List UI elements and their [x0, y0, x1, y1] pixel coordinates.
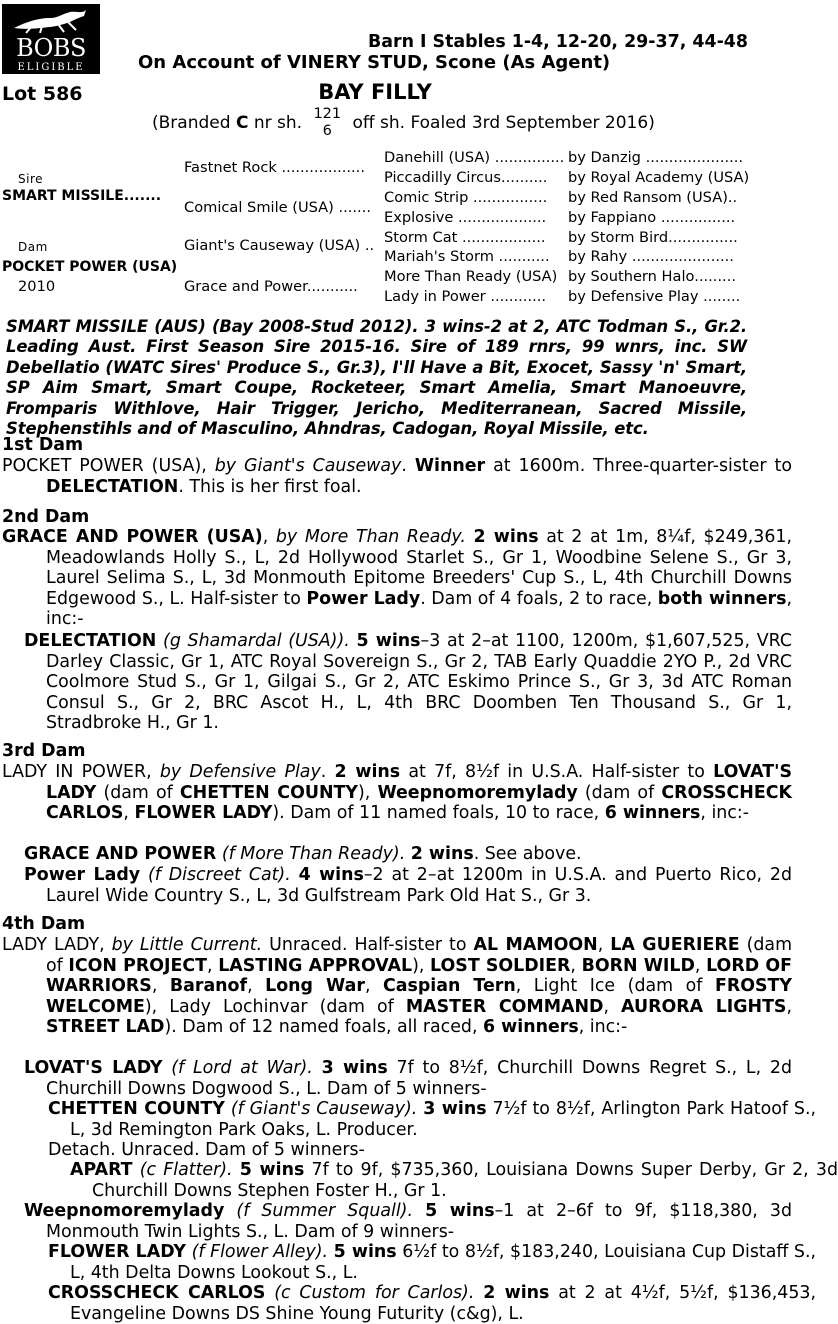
dam-sire: Giant's Causeway (USA) ..: [184, 237, 375, 254]
lot-number: Lot 586: [2, 83, 83, 105]
chetten-county-entry: CHETTEN COUNTY (f Giant's Causeway). 3 wins 7½f to 8½f, Arlington Park Hatoof S., L, 3d Remington Park Oaks, L. Producer.: [48, 1099, 816, 1140]
foaling-year: 2010: [18, 278, 56, 295]
gen3-2: Piccadilly Circus..........: [384, 169, 548, 186]
horse-sex-colour: BAY FILLY: [318, 80, 432, 104]
sire-summary: SMART MISSILE (AUS) (Bay 2008-Stud 2012). 3 wins-2 at 2, ATC Todman S., Gr.2. Leading Aust. First Season Sire 2015-16. Sire of 189 rnrs, 99 wnrs, inc. SW Debellatio (WATC Sires' Produce S., Gr.3), I'll Have a Bit, Exocet, Sassy 'n' Smart, SP Aim Smart, Smart Coupe, Rocketeer, Smart Amelia, Smart Manoeuvre, Fromparis Withlove, Hair Trigger, Jericho, Mediterranean, Sacred Missile, Stephenstihls and of Masculino, Ahndras, Cadogan, Royal Missile, etc.: [6, 317, 747, 439]
logo-sub: ELIGIBLE: [17, 62, 85, 73]
sire-name: SMART MISSILE.......: [2, 188, 162, 204]
horse-icon: [12, 8, 90, 34]
crosscheck-carlos-entry: CROSSCHECK CARLOS (c Custom for Carlos). 2 wins at 2 at 4½f, 5½f, $136,453, Evangeline Downs DS Shine Young Futurity (c&g), L.: [48, 1283, 816, 1324]
sire-sire: Fastnet Rock ..................: [184, 159, 365, 176]
gen4-8: by Defensive Play ........: [568, 288, 741, 305]
detach-entry: Detach. Unraced. Dam of 5 winners-: [48, 1140, 365, 1160]
brand-mark: C: [235, 113, 249, 133]
first-dam-heading: 1st Dam: [2, 435, 84, 455]
gen4-6: by Rahy ......................: [568, 248, 734, 265]
third-dam-progeny-2: Power Lady (f Discreet Cat). 4 wins–2 at 2–at 1200m in U.S.A. and Puerto Rico, 2d Laurel Wide Country S., L, 3d Gulfstream Park Old Hat S., Gr 3.: [24, 865, 792, 906]
second-dam-heading: 2nd Dam: [2, 507, 90, 527]
brand-den: 6: [322, 123, 332, 139]
second-dam-progeny: DELECTATION (g Shamardal (USA)). 5 wins–3 at 2–at 1100, 1200m, $1,607,525, VRC Darley Classic, Gr 1, ATC Royal Sovereign S., Gr 2, TAB Early Quaddie 2YO P., 2d VRC Coolmore Stud S., Gr 1, Gilgai S., Gr 2, ATC Eskimo Prince S., Gr 3, 3d ATC Roman Consul S., Gr 2, BRC Ascot H., L, 4th BRC Doomben Ten Thousand S., Gr 1, Stradbroke H., Gr 1.: [24, 631, 792, 734]
gen4-1: by Danzig .....................: [568, 149, 744, 166]
bobs-eligible-logo: [2, 4, 100, 74]
gen3-8: Lady in Power ............: [384, 288, 546, 305]
brand-rest: off sh. Foaled 3rd September 2016): [352, 113, 655, 133]
brand-num: 121: [313, 106, 342, 122]
gen3-3: Comic Strip ................: [384, 189, 548, 206]
sire-dam: Comical Smile (USA) .......: [184, 199, 371, 216]
gen4-4: by Fappiano ................: [568, 209, 736, 226]
gen3-1: Danehill (USA) ...............: [384, 149, 565, 166]
third-dam-text: LADY IN POWER, by Defensive Play. 2 wins at 7f, 8½f in U.S.A. Half-sister to LOVAT'S LADY (dam of CHETTEN COUNTY), Weepnomoremylady (dam of CROSSCHECK CARLOS, FLOWER LADY). Dam of 11 named foals, 10 to race, 6 winners, inc:-: [2, 762, 792, 824]
gen4-3: by Red Ransom (USA)..: [568, 189, 738, 206]
brand-foaling-line: [152, 106, 655, 140]
apart-entry: APART (c Flatter). 5 wins 7f to 9f, $735,360, Louisiana Downs Super Derby, Gr 2, 3d Churchill Downs Stephen Foster H., Gr 1.: [70, 1160, 838, 1201]
sire-label: Sire: [18, 172, 44, 186]
gen3-5: Storm Cat ..................: [384, 229, 546, 246]
brand-nr: nr sh.: [253, 113, 303, 133]
second-dam-text: GRACE AND POWER (USA), by More Than Ready. 2 wins at 2 at 1m, 8¼f, $249,361, Meadowlands Holly S., L, 2d Hollywood Starlet S., Gr 1, Woodbine Selene S., Gr 3, Laurel Selima S., L, 3d Monmouth Epitome Breeders' Cup S., L, 4th Churchill Downs Edgewood S., L. Half-sister to Power Lady. Dam of 4 foals, 2 to race, both winners, inc:-: [2, 527, 793, 630]
gen4-5: by Storm Bird...............: [568, 229, 738, 246]
gen4-2: by Royal Academy (USA): [568, 169, 750, 186]
first-dam-text: POCKET POWER (USA), by Giant's Causeway. Winner at 1600m. Three-quarter-sister to DELECTATION. This is her first foal.: [2, 456, 792, 497]
weepnomoremylady-entry: Weepnomoremylady (f Summer Squall). 5 wins–1 at 2–6f to 9f, $118,380, 3d Monmouth Twin Lights S., L. Dam of 9 winners-: [24, 1201, 793, 1242]
brand-open: (Branded: [152, 113, 231, 133]
fourth-dam-heading: 4th Dam: [2, 914, 86, 934]
gen4-7: by Southern Halo.........: [568, 268, 736, 285]
third-dam-heading: 3rd Dam: [2, 741, 86, 761]
lovats-lady-entry: LOVAT'S LADY (f Lord at War). 3 wins 7f to 8½f, Churchill Downs Regret S., L, 2d Churchill Downs Dogwood S., L. Dam of 5 winners-: [24, 1058, 793, 1099]
dam-dam: Grace and Power...........: [184, 278, 358, 295]
gen3-6: Mariah's Storm ...........: [384, 248, 550, 265]
gen3-7: More Than Ready (USA): [384, 268, 558, 285]
gen3-4: Explosive ...................: [384, 209, 547, 226]
barn-stables: Barn I Stables 1-4, 12-20, 29-37, 44-48: [368, 32, 748, 52]
third-dam-progeny-1: GRACE AND POWER (f More Than Ready). 2 wins. See above.: [24, 844, 582, 864]
fourth-dam-text: LADY LADY, by Little Current. Unraced. Half-sister to AL MAMOON, LA GUERIERE (dam of ICON PROJECT, LASTING APPROVAL), LOST SOLDIER, BORN WILD, LORD OF WARRIORS, Baranof, Long War, Caspian Tern, Light Ice (dam of FROSTY WELCOME), Lady Lochinvar (dam of MASTER COMMAND, AURORA LIGHTS, STREET LAD). Dam of 12 named foals, all raced, 6 winners, inc:-: [2, 935, 793, 1038]
logo-brand: BOBS: [16, 34, 86, 62]
flower-lady-entry: FLOWER LADY (f Flower Alley). 5 wins 6½f to 8½f, $183,240, Louisiana Cup Distaff S., L, 4th Delta Downs Lookout S., L.: [48, 1242, 817, 1283]
dam-label: Dam: [18, 240, 48, 254]
dam-name: POCKET POWER (USA): [2, 259, 178, 275]
brand-fraction: [313, 106, 341, 140]
vendor-account: On Account of VINERY STUD, Scone (As Agent): [138, 52, 611, 73]
